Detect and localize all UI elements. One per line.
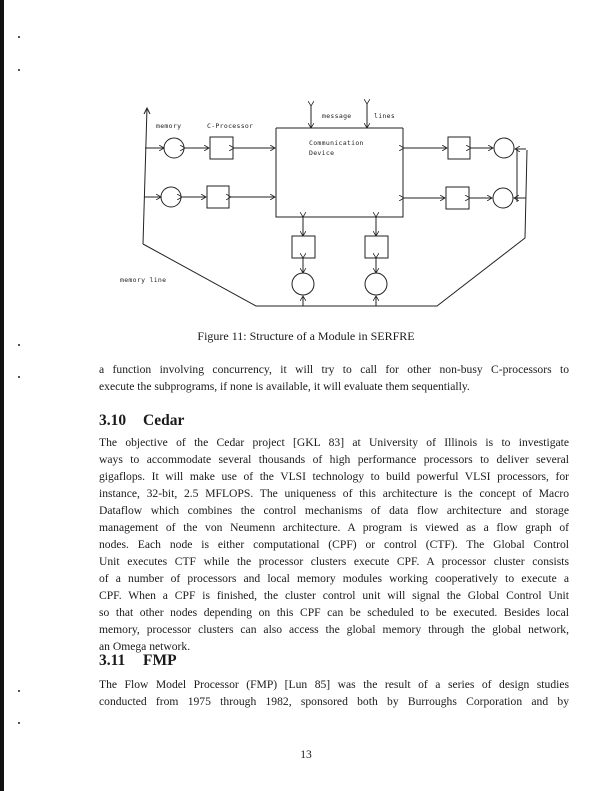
label-memory: memory: [156, 122, 182, 130]
memory-circle: [493, 188, 513, 208]
label-c-processor: C-Processor: [207, 122, 254, 130]
memory-circle: [164, 138, 184, 158]
c-processor-box: [365, 236, 388, 258]
label-communication: Communication: [309, 139, 364, 147]
scan-speck: [18, 344, 20, 346]
section-number: 3.10: [99, 412, 127, 429]
text-line: CPF. When a CPF is finished, the cluster control unit will signal the Global Control Unit: [99, 589, 569, 602]
scan-speck: [18, 376, 20, 378]
continuation-paragraph: [99, 361, 569, 395]
label-message: message: [322, 112, 352, 120]
text-line: memory, processor clusters can also access the global memory through the global network,: [99, 623, 569, 636]
text-line: nodes. Each node is either computational (CPF) or control (CTF). The Global Control: [99, 538, 569, 551]
text-line: conducted from 1975 through 1982, sponsored both by Burroughs Corporation and by: [99, 695, 569, 708]
figure-caption: Figure 11: Structure of a Module in SERFRE: [197, 329, 415, 343]
section-title: Cedar: [143, 412, 185, 429]
text-line: management of the von Neumenn architecture. A program is viewed as a flow graph of: [99, 521, 569, 534]
label-lines: lines: [374, 112, 396, 120]
text-line: Unit executes CTF while the processor clusters execute CPF. A processor cluster consists: [99, 555, 569, 568]
text-line: ways to accommodate several thousands of high performance processors to deliver several: [99, 453, 569, 466]
text-line: execute the subprograms, if none is available, it will evaluate them sequentially.: [99, 380, 470, 393]
c-processor-box: [210, 137, 233, 159]
page-number: 13: [300, 748, 312, 761]
text-line: gigaflops. It will make use of the VLSI technology to build powerful VLSI processors, for: [99, 470, 569, 483]
text-line: so that other nodes depending on this CPF can be scheduled to be executed. Besides local: [99, 606, 569, 619]
text-line: The Flow Model Processor (FMP) [Lun 85] was the result of a series of design studies: [99, 678, 569, 691]
scan-speck: [18, 722, 20, 724]
memory-circle: [494, 138, 514, 158]
figure-serfre-module: [0, 0, 612, 320]
memory-line-left: [143, 108, 147, 244]
text-line: of a number of processors and local memory modules working cooperatively to execute a: [99, 572, 569, 585]
text-line: an Omega network.: [99, 640, 191, 653]
text-line: Dataflow which combines the control mechanisms of data flow architecture and storage: [99, 504, 569, 517]
memory-circle: [292, 273, 314, 295]
fmp-paragraph: [99, 676, 569, 710]
memory-circle: [365, 273, 387, 295]
c-processor-box: [446, 187, 469, 209]
c-processor-box: [207, 186, 229, 208]
text-line: instance, 32-bit, 2.5 MFLOPS. The uniqueness of this architecture is the concept of Macro: [99, 487, 569, 500]
label-memory-line: memory line: [120, 276, 167, 284]
section-number: 3.11: [99, 652, 126, 669]
scan-speck: [18, 690, 20, 692]
memory-line-loop: [143, 150, 527, 306]
section-heading-cedar: [99, 412, 184, 430]
c-processor-box: [292, 236, 315, 258]
section-heading-fmp: [99, 652, 177, 670]
text-line: a function involving concurrency, it will try to call for other non-busy C-processors to: [99, 363, 569, 376]
section-title: FMP: [143, 652, 177, 669]
module-diagram: [0, 0, 612, 320]
cedar-paragraph: [99, 434, 569, 655]
label-device: Device: [309, 149, 335, 157]
text-line: The objective of the Cedar project [GKL 83] at University of Illinois is to investigate: [99, 436, 569, 449]
c-processor-box: [448, 137, 470, 159]
memory-circle: [161, 187, 181, 207]
